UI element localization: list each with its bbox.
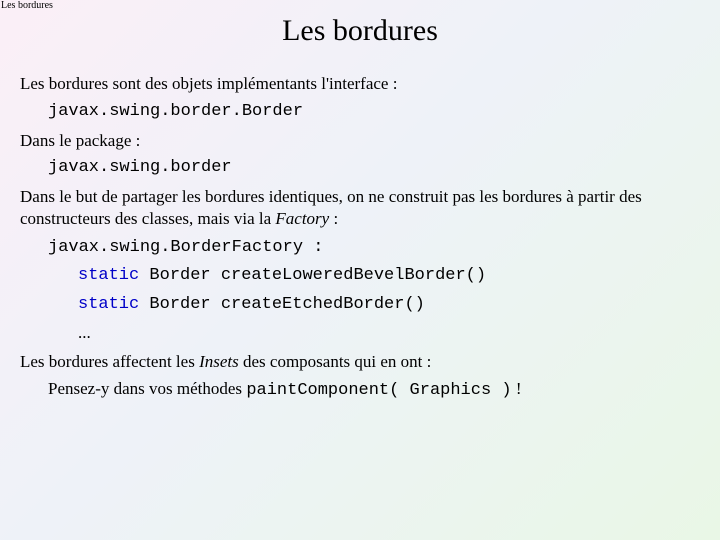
factory-italic: Factory [275,209,330,228]
code-border-interface: javax.swing.border.Border [48,102,304,121]
code-border-factory: javax.swing.BorderFactory : [48,238,324,257]
factory-text-pre: constructeurs des classes, mais via la [20,209,276,228]
paint-code: paintComponent( Graphics ) [246,381,512,400]
insets-text-pre: Les bordures affectent les [20,352,200,371]
text-line-interface: Les bordures sont des objets implémentants l'interface : [20,74,398,93]
factory-text-post: : [329,209,339,228]
paint-text-pre: Pensez-y dans vos méthodes [48,379,247,398]
code-etched [78,294,425,316]
text-line-factory [20,208,338,230]
text-line-package: Dans le package : [20,131,141,150]
slide-title: Les bordures [282,14,438,47]
text-line-sharing: Dans le but de partager les bordures identiques, on ne construit pas les bordures à partir des [20,187,642,206]
corner-title: Les bordures [1,0,53,11]
text-line-paint [48,378,521,402]
code-border-package: javax.swing.border [48,158,232,177]
method-signature: Border createLoweredBevelBorder() [139,266,487,285]
paint-text-post: ! [511,379,522,398]
static-keyword: static [78,295,140,314]
text-line-insets [20,351,431,373]
insets-text-post: des composants qui en ont : [238,352,432,371]
static-keyword: static [78,266,140,285]
code-lowered-bevel [78,265,486,287]
method-signature: Border createEtchedBorder() [139,295,425,314]
insets-italic: Insets [199,352,239,371]
ellipsis: ... [78,323,91,342]
